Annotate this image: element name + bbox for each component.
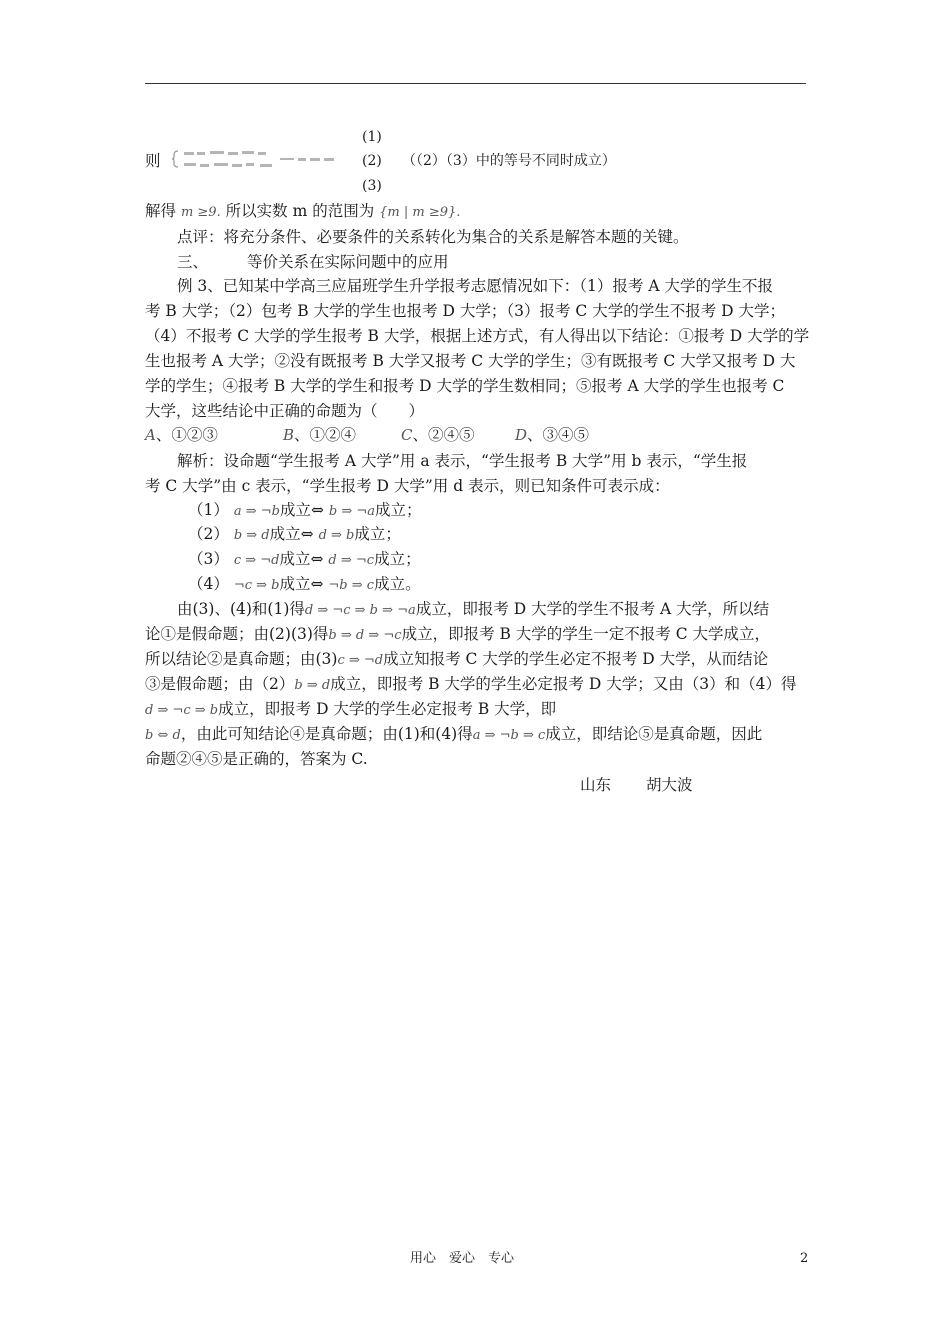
eq-note: （（2）（3）中的等号不同时成立）: [402, 153, 616, 169]
reasoning-text: 所以结论②是真命题；由(3): [145, 650, 338, 668]
reasoning-text: 由(3)、(4)和(1)得: [177, 600, 305, 618]
reasoning-text: ③是假命题；由（2）: [145, 675, 295, 693]
reasoning-text: 成立，即报考 B 大学的学生必定报考 D 大学；又由（3）和（4）得: [330, 675, 797, 693]
eq-num-1: (1): [362, 129, 382, 145]
example-line-4: 生也报考 A 大学；②没有既报考 B 大学又报考 C 大学的学生；③有既报考 C 大学又报考 D 大: [145, 352, 796, 370]
reasoning-line-1: [177, 599, 769, 621]
example-line-2: 考 B 大学；（2）包考 B 大学的学生也报考 D 大学；（3）报考 C 大学的学生不报考 D 大学；: [145, 302, 785, 320]
reasoning-line-2: [145, 624, 770, 646]
condition-math: c ⇒ ¬d: [233, 553, 280, 568]
condition-math: d ⇒ b: [318, 528, 355, 543]
analysis-line-1: 解析：设命题“学生报考 A 大学”用 a 表示，“学生报考 B 大学”用 b 表示，“学生报: [177, 452, 748, 470]
reasoning-text: 论①是假命题；由(2)(3)得: [145, 625, 329, 643]
author-line: [580, 775, 692, 795]
reasoning-text: 成立，即结论⑤是真命题，因此: [545, 725, 763, 743]
eq-num-3: (3): [362, 178, 382, 194]
condition-math: a ⇒ ¬b: [233, 504, 280, 519]
author-name: 胡大波: [645, 776, 693, 794]
ze-label: 则: [145, 152, 161, 170]
reasoning-text: 成立知报考 C 大学的学生必定不报考 D 大学，从而结论: [383, 650, 769, 668]
condition-math: ¬c ⇒ b: [233, 578, 280, 593]
condition-math: b ⇒ ¬a: [328, 504, 375, 519]
section-title: 等价关系在实际问题中的应用: [246, 253, 449, 271]
condition-text: 成立。: [374, 575, 421, 593]
reasoning-math: b ⇔ d: [145, 728, 181, 743]
option-c-letter: C: [401, 426, 413, 444]
example-line-6: 大学，这些结论中正确的命题为（ ）: [145, 402, 425, 420]
reasoning-math: b ⇒ d: [294, 678, 331, 693]
condition-4: [188, 574, 421, 596]
condition-3: [188, 549, 421, 571]
reasoning-text: ，由此可知结论④是真命题；由(1)和(4)得: [180, 725, 473, 743]
condition-text: 成立；: [375, 501, 422, 519]
condition-1: [188, 500, 422, 522]
example-line-1: 例 3、已知某中学高三应届班学生升学报考志愿情况如下：（1）报考 A 大学的学生不报: [177, 277, 773, 295]
condition-num: （1）: [188, 501, 229, 519]
option-a: [145, 425, 218, 445]
reasoning-math: a ⇒ ¬b ⇒ c: [472, 728, 546, 743]
footer-motto: 用心 爱心 专心: [410, 1251, 515, 1266]
condition-math: b ⇒ d: [233, 528, 270, 543]
option-d: [515, 425, 589, 445]
math-set: {m | m ≥9}.: [379, 205, 461, 220]
option-d-letter: D: [515, 426, 528, 444]
condition-text: 成立；: [354, 525, 401, 543]
eq-num-2: (2): [362, 153, 382, 169]
reasoning-line-3: [145, 649, 768, 671]
reasoning-math: d ⇒ ¬c ⇒ b: [145, 703, 219, 718]
option-b-letter: B: [283, 426, 295, 444]
condition-num: （4）: [188, 575, 229, 593]
option-a-text: 、①②③: [155, 426, 218, 444]
condition-text: 成立⇔: [279, 501, 324, 519]
option-a-letter: A: [145, 426, 156, 444]
condition-2: [188, 524, 401, 546]
option-b: [283, 425, 356, 445]
jiede-line: [145, 201, 460, 223]
example-line-5: 学的学生；④报考 B 大学的学生和报考 D 大学的学生数相同；⑤报考 A 大学的学生也报考 C: [145, 377, 785, 395]
range-text: 所以实数 m 的范围为: [225, 202, 375, 220]
option-b-text: 、①②④: [294, 426, 357, 444]
reasoning-math: d ⇒ ¬c ⇒ b ⇒ ¬a: [304, 603, 416, 618]
reasoning-math: b ⇒ d ⇒ ¬c: [328, 628, 402, 643]
math-m-ge-9: m ≥9.: [180, 205, 221, 220]
reasoning-math: c ⇒ ¬d: [337, 653, 384, 668]
jiede-text: 解得: [145, 202, 177, 220]
reasoning-line-4: [145, 674, 796, 696]
reasoning-line-5: [145, 699, 556, 721]
condition-num: （2）: [188, 525, 229, 543]
section-heading: [177, 252, 448, 272]
condition-text: 成立⇔: [269, 525, 314, 543]
reasoning-line-7: 命题②④⑤是正确的，答案为 C.: [145, 750, 368, 768]
option-c: [401, 425, 475, 445]
blurred-equation-image: [170, 148, 342, 170]
condition-text: 成立⇔: [279, 575, 324, 593]
page-number: 2: [800, 1251, 809, 1266]
analysis-line-2: 考 C 大学”由 c 表示，“学生报考 D 大学”用 d 表示，则已知条件可表示成：: [145, 477, 670, 495]
example-line-3: （4）不报考 C 大学的学生报考 B 大学，根据上述方式，有人得出以下结论：①报考 D 大学的学: [145, 327, 810, 345]
condition-math: ¬b ⇒ c: [328, 578, 375, 593]
reasoning-text: 成立，即报考 D 大学的学生必定报考 B 大学，即: [218, 700, 557, 718]
condition-text: 成立；: [374, 550, 421, 568]
comment-line: 点评：将充分条件、必要条件的关系转化为集合的关系是解答本题的关键。: [177, 228, 689, 246]
option-d-text: 、③④⑤: [527, 426, 590, 444]
author-place: 山东: [580, 776, 612, 794]
condition-num: （3）: [188, 550, 229, 568]
condition-math: d ⇒ ¬c: [328, 553, 375, 568]
section-number: 三、: [177, 253, 209, 271]
header-rule: [145, 83, 806, 84]
reasoning-line-6: [145, 724, 762, 746]
option-c-text: 、②④⑤: [412, 426, 475, 444]
reasoning-text: 成立，即报考 D 大学的学生不报考 A 大学，所以结: [415, 600, 770, 618]
reasoning-text: 成立，即报考 B 大学的学生一定不报考 C 大学成立，: [401, 625, 771, 643]
condition-text: 成立⇔: [279, 550, 324, 568]
